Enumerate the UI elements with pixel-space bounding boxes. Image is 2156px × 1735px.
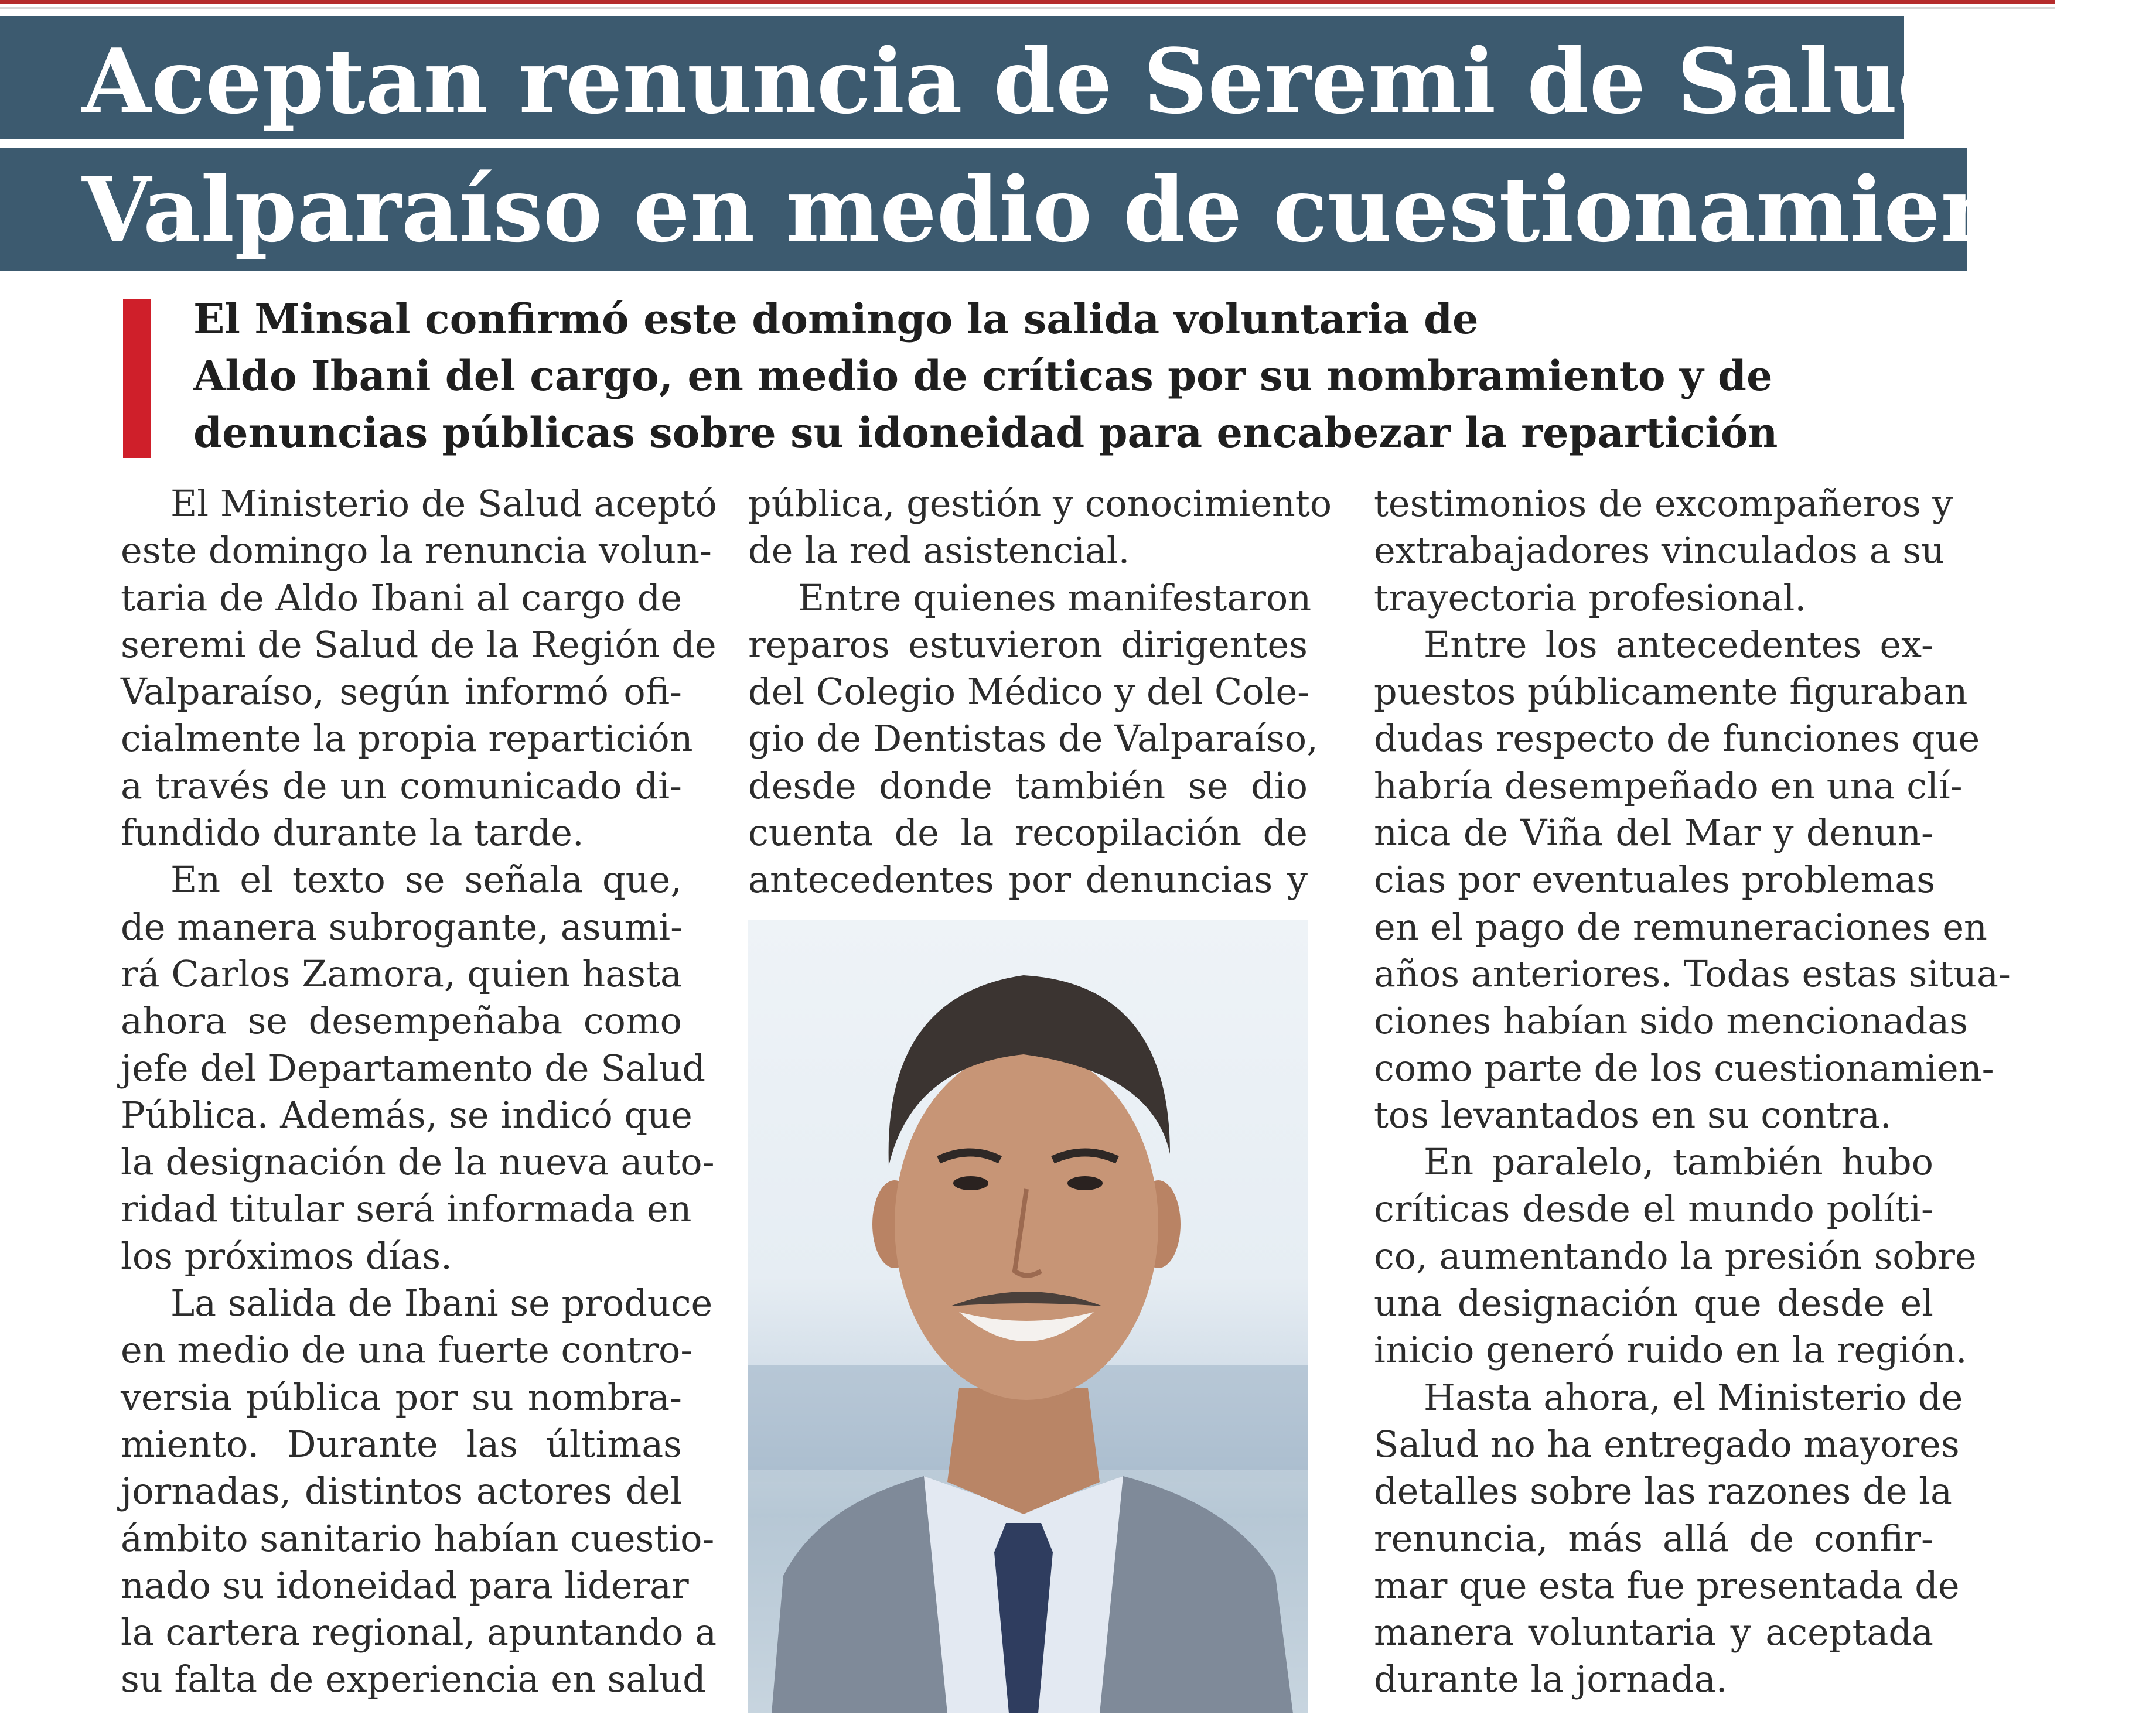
body-line: miento. Durante las últimas (121, 1422, 682, 1466)
body-line: En el texto se señala que, (170, 858, 682, 901)
body-line: este domingo la renuncia volun- (121, 529, 712, 572)
body-line: a través de un comunicado di- (121, 764, 682, 807)
body-line: en medio de una fuerte contro- (121, 1328, 693, 1372)
body-line: ridad titular será informada en (121, 1187, 692, 1231)
body-line: la cartera regional, apuntando a (121, 1611, 717, 1654)
lead-accent-bar (123, 299, 151, 458)
body-column-2 (748, 480, 1332, 904)
body-line: del Colegio Médico y del Cole- (748, 670, 1310, 713)
body-line: nica de Viña del Mar y denun- (1374, 811, 1933, 855)
body-line: una designación que desde el (1374, 1282, 1933, 1325)
body-line: en el pago de remuneraciones en (1374, 905, 1987, 948)
body-line: Entre quienes manifestaron (798, 576, 1312, 619)
portrait-illustration (748, 920, 1308, 1713)
body-line: renuncia, más allá de confir- (1374, 1517, 1933, 1560)
headline-line-1: Aceptan renuncia de Seremi de Salud de (82, 29, 2110, 134)
body-line: jornadas, distintos actores del (121, 1470, 682, 1513)
body-line: cias por eventuales problemas (1374, 858, 1936, 901)
body-line: los próximos días. (121, 1234, 452, 1278)
headline-band-1 (0, 16, 2110, 139)
body-line: versia pública por su nombra- (121, 1375, 682, 1419)
body-line: taria de Aldo Ibani al cargo de (121, 576, 682, 619)
body-line: como parte de los cuestionamien- (1374, 1046, 1994, 1090)
body-line: de la red asistencial. (748, 529, 1130, 572)
body-line: ámbito sanitario habían cuestio- (121, 1517, 715, 1560)
body-line: pública, gestión y conocimiento (748, 482, 1332, 525)
body-line: la designación de la nueva auto- (121, 1140, 715, 1184)
body-line: jefe del Departamento de Salud (121, 1046, 706, 1090)
body-line: de manera subrogante, asumi- (121, 905, 683, 948)
body-line: Valparaíso, según informó ofi- (121, 670, 682, 713)
body-line: Entre los antecedentes ex- (1424, 623, 1933, 666)
body-line: trayectoria profesional. (1374, 576, 1807, 619)
body-line: reparos estuvieron dirigentes (748, 623, 1308, 666)
body-line: Hasta ahora, el Ministerio de (1424, 1375, 1963, 1419)
body-column-1 (121, 480, 717, 1703)
body-column-3 (1374, 480, 2011, 1703)
body-line: mar que esta fue presentada de (1374, 1563, 1960, 1607)
body-line: nado su idoneidad para liderar (121, 1563, 689, 1607)
body-line: rá Carlos Zamora, quien hasta (121, 952, 682, 995)
body-line: El Ministerio de Salud aceptó (170, 482, 717, 525)
body-line: cialmente la propia repartición (121, 717, 693, 760)
body-line: durante la jornada. (1374, 1658, 1728, 1701)
body-line: Pública. Además, se indicó que (121, 1093, 692, 1136)
lead-line: Aldo Ibani del cargo, en medio de críticas por su nombramiento y de (193, 351, 1773, 400)
portrait-photo (748, 920, 1308, 1713)
body-line: fundido durante la tarde. (121, 811, 584, 855)
body-line: La salida de Ibani se produce (170, 1282, 713, 1325)
top-rule-secondary (0, 7, 2055, 9)
body-line: gio de Dentistas de Valparaíso, (748, 717, 1318, 760)
body-line: su falta de experiencia en salud (121, 1658, 706, 1701)
body-line: antecedentes por denuncias y (748, 858, 1308, 901)
lead-line: El Minsal confirmó este domingo la salida voluntaria de (193, 295, 1479, 343)
headline-line-2: Valparaíso en medio de cuestionamientos (82, 157, 2156, 262)
body-line: ahora se desempeñaba como (121, 999, 682, 1043)
top-rule (0, 0, 2055, 4)
body-line: dudas respecto de funciones que (1374, 717, 1980, 760)
headline-band-2 (0, 148, 2156, 271)
body-line: detalles sobre las razones de la (1374, 1470, 1952, 1513)
lead-paragraph (193, 291, 1892, 461)
body-line: seremi de Salud de la Región de (121, 623, 717, 666)
body-line: manera voluntaria y aceptada (1374, 1611, 1933, 1654)
body-line: críticas desde el mundo políti- (1374, 1187, 1933, 1231)
body-line: años anteriores. Todas estas situa- (1374, 952, 2011, 995)
body-line: Salud no ha entregado mayores (1374, 1422, 1960, 1466)
body-line: puestos públicamente figuraban (1374, 670, 1968, 713)
lead-line: denuncias públicas sobre su idoneidad para encabezar la repartición (193, 408, 1778, 457)
body-line: En paralelo, también hubo (1424, 1140, 1933, 1184)
body-line: extrabajadores vinculados a su (1374, 529, 1945, 572)
body-line: desde donde también se dio (748, 764, 1308, 807)
body-line: inicio generó ruido en la región. (1374, 1328, 1967, 1372)
body-line: cuenta de la recopilación de (748, 811, 1308, 855)
body-line: tos levantados en su contra. (1374, 1093, 1892, 1136)
body-line: testimonios de excompañeros y (1374, 482, 1953, 525)
body-line: co, aumentando la presión sobre (1374, 1234, 1977, 1278)
body-line: ciones habían sido mencionadas (1374, 999, 1969, 1043)
body-line: habría desempeñado en una clí- (1374, 764, 1963, 807)
